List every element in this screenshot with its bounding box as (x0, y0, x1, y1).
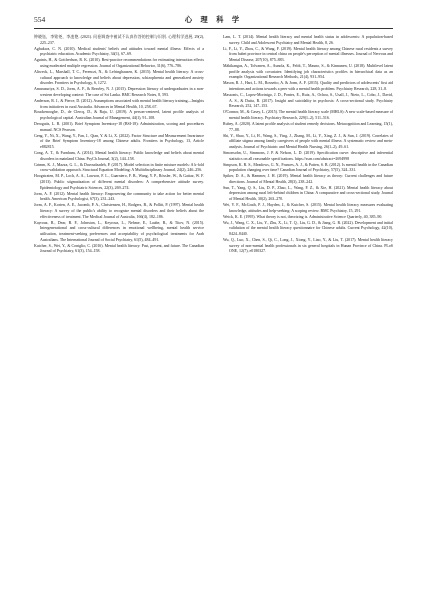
page-number: 554 (34, 15, 46, 24)
reference-entry: Altweck, L., Marshall, T. C., Ferenczi, N., & Lefringhausen, K. (2015). Mental health literacy: A cross-cultural approach to knowledge and beliefs about depression, schizophrenia and generalized anxiety disorder. Frontiers in Psychology, 6, 1272. (34, 68, 204, 86)
reference-entry: Kutcher, S., Wei, Y., & Coniglio, C. (2016). Mental health literacy: Past, present, and future. The Canadian Journal of Psychiatry, 61(3), 154–158. (34, 242, 204, 254)
reference-entry: Aghukwa, C. N. (2010). Medical students' beliefs and attitudes toward mental illness: Effects of a psychiatric education. Academic Psychiatry, 34(1), 67–69. (34, 45, 204, 57)
reference-entry: Rubey, A. (2020). A latent profile analysis of student remedy decisions. Metacognition and Learning, 15(1), 77–88. (223, 120, 393, 132)
reference-entry: Aguinis, H., & Gottfredson, R. K. (2010). Best-practice recommendations for estimating interaction effects using moderated multiple regression. Journal of Organizational Behavior, 31(6), 776–786. (34, 57, 204, 68)
reference-entry: Wu, Q., Luo, X., Chen, S., Qi, C., Long, J., Xiong, Y., Liao, Y., & Liu, T. (2017). Mental health literacy survey of non-mental health professionals in six general hospitals in Hunan Province of China. PLoS ONE, 12(7), e0180327. (223, 236, 393, 254)
reference-entry: Shi, Y., Shao, Y., Li, H., Wang, S., Ying, J., Zhang, M., Li, Y., Xing, Z. J., & Sun, J. (2019). Correlates of affiliate stigma among family caregivers of people with mental illness: A systematic review and meta-analysis. Journal of Psychiatric and Mental Health Nursing, 26(1–2), 49–61. (223, 132, 393, 149)
reference-entry: Hoogstraten, M. P., Loch, A. A., Lawson, F. L., Guarniero, F. B., Wang, Y. P., Rössler, W., & Gattaz, W. F. (2013). Public stigmatization of different mental disorders: A comprehensive attitude survey. Epidemiology and Psychiatric Sciences, 22(3), 269–274. (34, 173, 204, 190)
reference-entry: Jorm, A. F., Korten, A. E., Jacomb, P. A., Christensen, H., Rodgers, B., & Pollitt, P. (1997). Mental health literacy: A survey of the public's ability to recognise mental disorders and their beliefs about the effectiveness of treatment. The Medical Journal of Australia, 166(4), 182–186. (34, 202, 204, 219)
reference-entry: Sun, T., Yang, Q. S., Liu, D. P., Zhao, L., Wang, F. Z., & Xie, H. (2021). Mental health literacy about depression among rural left-behind children in China: A comparative and cross-sectional study. Journal of Mental Health, 30(2), 263–270. (223, 184, 393, 202)
references-left-column (34, 34, 204, 254)
reference-entry: Weick, K. E. (1995). What theory is not, theorizing is. Administrative Science Quarterly, 40, 385–90. (223, 213, 383, 219)
journal-title: 心 理 科 学 (184, 15, 243, 24)
reference-entry: Kayrouz, R., Dear, B. F., Johnston, L., Keyrouz, L., Nehme, E., Laube, R., & Titov, N. (2015). Intergenerational and cross-cultural differences in emotional wellbeing, mental health service utilisation, treatment-seeking preferences and acceptability of psychological treatments for Arab Australians. The International Journal of Social Psychiatry, 61(5), 484–491. (34, 219, 204, 242)
reference-entry: Amarasuriya, S. D., Jorm, A. F., & Reavley, N. J. (2015). Depression literacy of undergraduates in a non-western developing context: The case of Sri Lanka. BMC Research Notes, 8, 593. (34, 86, 204, 97)
reference-entry: 钟晓钰，李铭尧，李凌艳. (2021). 问卷调查中被试不认真作答的控制与识别. 心理科学进展, 29(2), 225–237. (34, 34, 204, 45)
reference-entry: Gong, A. T., & Furnham, A. (2014). Mental health literacy: Public knowledge and beliefs about mental disorders in mainland China. PsyCh Journal, 3(2), 144–158. (34, 150, 204, 161)
reference-entry: Grimm, K. J., Mazza, G. L., & Davoudzadeh, P. (2017). Model selection in finite mixture models: A k-fold cross-validation approach. Structural Equation Modeling: A Multidisciplinary Journal, 24(2), 246–256. (34, 161, 204, 173)
reference-entry: Simonsohn, U., Simmons, J. P. & Nelson, L. D. (2019). Specification curve: descriptive and inferential statistics on all reasonable specifications. https://ssrn.com/abstract=2694998 (223, 149, 393, 161)
reference-entry: Mäkikangas, A., Tolvanen, A., Aunola, K., Feldt, T., Mauno, S., & Kinnunen, U. (2018). Multilevel latent profile analysis with covariates: Identifying job characteristics profiles in hierarchical data as an example. Organizational Research Methods, 21(4), 931–954. (223, 62, 393, 80)
reference-entry: O'Connor, M., & Casey, L. (2015). The mental health literacy scale (MHLS): A new scale-based measure of mental health literacy. Psychiatry Research, 229(1–2), 511–516. (223, 109, 393, 120)
reference-entry: Wei, Y. F., McGrath, P. J., Hayden, J., & Kutcher, S. (2015). Mental health literacy measures evaluating knowledge, attitudes and help-seeking: A scoping review. BMC Psychiatry, 15, 291. (223, 202, 393, 213)
reference-entry: Jorm, A. F. (2012). Mental health literacy: Empowering the community to take action for better mental health. American Psychologist, 67(3), 231–243. (34, 190, 204, 202)
reference-entry: Wu, J., Wang, C. X., Liu, Y., Zhu, X., Li, T. Q., Liu, G. D., & Jiang, G. R. (2022). Development and initial validation of the mental health literacy questionnaire for Chinese adults. Current Psychology, 42(10), 8424–8440. (223, 219, 393, 237)
reference-entry: Simpson, K. R. S., Meadows, G. N., Frances, A. J., & Patten, S. B. (2012). Is mental health in the Canadian population changing over time? Canadian Journal of Psychiatry, 57(5), 324–331. (223, 161, 393, 173)
reference-entry: Geng, Y., Ni, X., Wang, Y., Fan, J., Qian, Y. & Li, X. (2022). Factor Structure and Measurement Invariance of the Brief Symptom Inventory-18 among Chinese adults. Frontiers in Psychology, 13, Article e882815. (34, 132, 204, 150)
reference-entry: Derogatis, L. R. (2001). Brief Symptom Inventory-18 (BSI-18): Administration, scoring and procedures manual. NCS Pearson. (34, 121, 204, 132)
reference-entry: Spiker, D. A., & Hammer, J. H. (2019). Mental health literacy as theory: Current challenges and future directions. Journal of Mental Health, 28(3), 238–242. (223, 173, 393, 184)
reference-entry: Anderson, R. J., & Pierce, D. (2012). Assumptions associated with mental health literacy training—Insights from initiatives in rural Australia. Advances in Mental Health, 10, 258–67. (34, 97, 204, 109)
references-right-column (223, 34, 393, 254)
reference-entry: Bouckenooghe, D., de Clercq, D., & Raja, U. (2019). A person-centered, latent profile analysis of psychological capital. Australian Journal of Management, 44(1), 91–108. (34, 109, 204, 121)
page-header (34, 14, 393, 29)
reference-entry: Li, F., Li, Y., Zhou, C., & Wang, F. (2019). Mental health literacy among Chinese rural residents a survey from hubei province in central china on people's perception of mental illnesses. Journal of Nervous and Mental Disease, 207(10), 875–883. (223, 45, 393, 63)
reference-entry: Lam, L. T. (2014). Mental health literacy and mental health status in adolescents: A population-based survey. Child and Adolescent Psychiatry and Mental Health, 8, 26. (223, 34, 393, 45)
reference-entry: Massonis, C., Lopez-Morinigo, J. D., Pontes, E., Ruiz, A., Ochoa, S., Usall, J., Nieto, L., Cobo, J., David, A. S., & Dutta, R. (2017). Insight and suicidality in psychosis: A cross-sectional study. Psychiatry Research, 252, 147–153. (223, 91, 393, 109)
reference-entry: Mason, R. J., Hart, L. M., Rossetto, A. & Jorm, A. F. (2015). Quality and predictors of adolescents' first aid intentions and actions towards a peer with a mental health problem. Psychiatry Research, 228, 31–8. (223, 80, 393, 92)
